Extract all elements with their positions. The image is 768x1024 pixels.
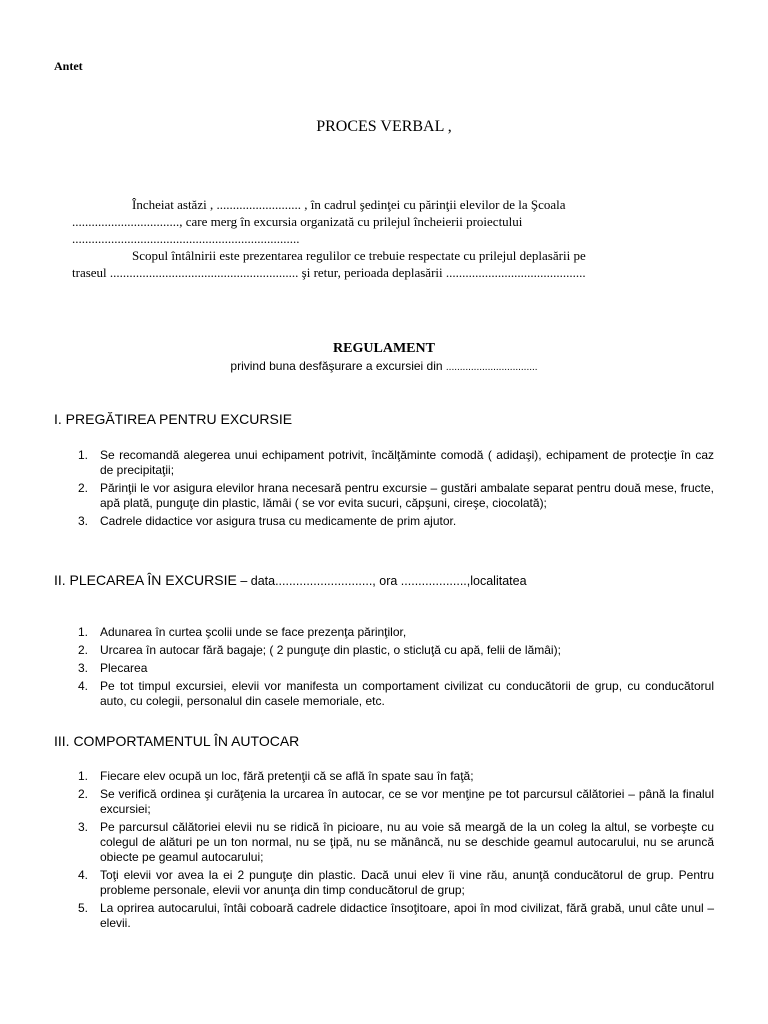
section-2-list (72, 625, 714, 712)
section-1-heading: I. PREGĂTIREA PENTRU EXCURSIE (54, 411, 293, 427)
intro-paragraph (72, 196, 714, 281)
list-item: 3. Cadrele didactice vor asigura trusa cu medicamente de prim ajutor. (78, 514, 457, 528)
intro-p2-cont (72, 264, 714, 281)
letterhead-label: Antet (54, 59, 83, 73)
list-item: 1. Adunarea în curtea şcolii unde se face prezenţa părinţilor, (78, 625, 407, 639)
intro-p2-line1: Scopul întâlnirii este prezentarea regulilor ce trebuie respectate cu prilejul deplasării pe (132, 248, 586, 263)
section-3-heading: III. COMPORTAMENTUL ÎN AUTOCAR (54, 733, 300, 749)
list-item: 3. Pe parcursul călătoriei elevii nu se ridică în picioare, nu au voie să meargă de la un coleg la altul, se vorbeşte cu colegul de alături pe un ton normal, nu se ţipă, nu se mănâncă, nu se deschide geamul autocarului, nu se aruncă obiecte pe geamul autocarului; (78, 820, 714, 864)
regulation-title: REGULAMENT (333, 341, 435, 356)
list-item: 2. Urcarea în autocar fără bagaje; ( 2 punguţe din plastic, o sticluţă cu apă, felii de lămâi); (78, 643, 561, 657)
regulation-subtitle-dots: ................................. (445, 362, 538, 373)
section-2-heading (54, 572, 527, 590)
intro-p1-line2: ................................., care merg în excursia organizată cu prilejul încheierii proiectului (72, 214, 523, 229)
list-item: 3. Plecarea (78, 661, 148, 675)
list-item: 1. Se recomandă alegerea unui echipament potrivit, încălţăminte comodă ( adidaşi), echipament de protecţie în caz de precipitaţii; (78, 448, 714, 477)
section-3-list (72, 769, 714, 934)
intro-p1-line3: ...................................................................... (72, 231, 300, 246)
regulation-subtitle-text: privind buna desfăşurare a excursiei din (230, 359, 443, 373)
section-1-list (72, 448, 714, 532)
document-title: PROCES VERBAL , (316, 118, 452, 135)
section-2-details: – data............................, ora ...................,localitatea (236, 574, 527, 588)
section-2-title: II. PLECAREA ÎN EXCURSIE (54, 572, 237, 588)
list-item: 4. Pe tot timpul excursiei, elevii vor manifesta un comportament civilizat cu conducătorii de grup, cu conducătorul auto, cu colegii, personalul din casele memoriale, etc. (78, 679, 714, 708)
list-item: 2. Se verifică ordinea şi curăţenia la urcarea în autocar, ce se vor menţine pe tot parcursul călătoriei – până la finalul excursiei; (78, 787, 714, 816)
intro-p2 (72, 247, 714, 264)
intro-p1-cont (72, 213, 714, 247)
regulation-subtitle (0, 358, 768, 376)
list-item: 5. La oprirea autocarului, întâi coboară cadrele didactice însoţitoare, apoi în mod civilizat, fără grabă, unul câte unul – elevii. (78, 901, 714, 930)
list-item: 2. Părinţii le vor asigura elevilor hrana necesară pentru excursie – gustări ambalate separat pentru două mese, fructe, apă plată, punguţe din plastic, lămâi ( se vor evita sucuri, căpşuni, cireşe, ciocolată); (78, 481, 714, 510)
list-item: 1. Fiecare elev ocupă un loc, fără pretenţii că se află în spate sau în faţă; (78, 769, 474, 783)
intro-p2-line2: traseul .......................................................... şi retur, perioada deplasării ........................................... (72, 265, 586, 280)
intro-p1-line1: Încheiat astăzi , .......................... , în cadrul şedinţei cu părinţii elevilor de la Şcoala (132, 197, 566, 212)
intro-p1 (72, 196, 714, 213)
list-item: 4. Toţi elevii vor avea la ei 2 punguţe din plastic. Dacă unui elev îi vine rău, anunţă conducătorul de grup. Pentru probleme personale, elevii vor anunţa din timp conducătorul de grup; (78, 868, 714, 897)
